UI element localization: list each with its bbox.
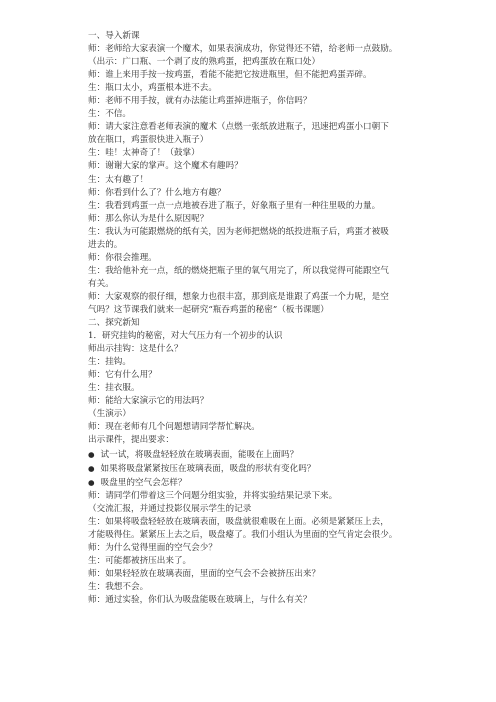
- paragraph-line: 师：老师不用手按，就有办法能让鸡蛋掉进瓶子，你信吗？: [88, 96, 312, 107]
- paragraph-line: 师出示挂钩：这是什么？: [88, 344, 183, 355]
- subsection-heading: 1．研究挂钩的秘密，对大气压力有一个初步的认识: [88, 331, 283, 342]
- section-heading: 一、导入新课: [88, 31, 140, 41]
- paragraph-line: 才能吸得住。紧紧压上去之后，吸盘瘪了。我们小组认为里面的空气肯定会很少。: [88, 529, 398, 540]
- bullet-item: [88, 462, 424, 476]
- bullet-text: 吸盘里的空气会怎样？: [100, 477, 187, 488]
- paragraph-line: 师：请大家注意看老师表演的魔术（点燃一张纸放进瓶子，迅速把鸡蛋小口朝下: [88, 122, 389, 133]
- paragraph-line: 生：我想不会。: [88, 581, 149, 592]
- paragraph-line: 生：挂钩。: [88, 357, 131, 368]
- paragraph-line: （出示：广口瓶、一个剥了皮的熟鸡蛋，把鸡蛋放在瓶口处）: [88, 57, 321, 68]
- paragraph-line: 进去的。: [88, 239, 123, 250]
- paragraph-line: 生：我认为可能跟燃烧的纸有关，因为老师把燃烧的纸投进瓶子后，鸡蛋才被吸: [88, 226, 389, 237]
- paragraph-line: 生：太有趣了！: [88, 174, 149, 185]
- paragraph-line: 师：它有什么用？: [88, 370, 157, 381]
- paragraph-line: 生：我给他补充一点，纸的燃烧把瓶子里的氧气用完了，所以我觉得可能跟空气: [88, 265, 389, 276]
- paragraph-line: （交流汇报，并通过投影仪展示学生的记录: [88, 503, 252, 514]
- paragraph-line: 师：通过实验，你们认为吸盘能吸在玻璃上，与什么有关？: [88, 595, 312, 606]
- paragraph-line: 生：如果将吸盘轻轻放在玻璃表面，吸盘就很难吸在上面。必须是紧紧压上去，: [88, 516, 389, 527]
- paragraph-line: 师：老师给大家表演一个魔术，如果表演成功，你觉得还不错，给老师一点鼓励。: [88, 44, 398, 55]
- paragraph-line: 师：你很会推理。: [88, 252, 157, 263]
- paragraph-line: 生：可能都被挤压出来了。: [88, 555, 192, 566]
- paragraph-line: 生：哇！太神奇了！（鼓掌）: [88, 148, 200, 159]
- paragraph-line: 师：能给大家演示它的用法吗？: [88, 396, 209, 407]
- paragraph-line: 师：请同学们带着这三个问题分组实验，并将实验结果记录下来。: [88, 490, 338, 501]
- paragraph-line: 师：谢谢大家的掌声。这个魔术有趣吗？: [88, 161, 243, 172]
- document-body: [88, 30, 424, 607]
- paragraph-line: 师：那么你认为是什么原因呢？: [88, 213, 209, 224]
- paragraph-line: 气吗？这节课我们就来一起研究“瓶吞鸡蛋的秘密”（板书课题）: [88, 304, 329, 315]
- paragraph-line: 生：挂衣服。: [88, 383, 140, 394]
- paragraph-line: 生：我看到鸡蛋一点一点地被吞进了瓶子，好象瓶子里有一种往里吸的力量。: [88, 200, 381, 211]
- paragraph-line: 有关。: [88, 278, 114, 289]
- paragraph-line: 师：为什么觉得里面的空气会少？: [88, 542, 217, 553]
- paragraph-line: 师：大家观察的很仔细，想象力也很丰富，那到底是谁跟了鸡蛋一个力呢，是空: [88, 291, 389, 302]
- paragraph-line: 师：你看到什么了？什么地方有趣？: [88, 187, 226, 198]
- paragraph-line: 生：不信。: [88, 109, 131, 120]
- paragraph-line: 放在瓶口，鸡蛋很快进入瓶子）: [88, 135, 209, 146]
- paragraph-line: 师：谁上来用手按一按鸡蛋，看能不能把它按进瓶里，但不能把鸡蛋弄碎。: [88, 70, 372, 81]
- bullet-text: 如果将吸盘紧紧按压在玻璃表面，吸盘的形状有变化吗？: [100, 463, 316, 474]
- paragraph-line: 师：现在老师有几个问题想请同学帮忙解决。: [88, 422, 260, 433]
- paragraph-line: 师：如果轻轻放在玻璃表面，里面的空气会不会被挤压出来？: [88, 568, 321, 579]
- bullet-icon: [88, 450, 101, 460]
- paragraph-line: 出示课件，提出要求：: [88, 435, 174, 446]
- bullet-item: [88, 448, 424, 462]
- paragraph-line: 生：瓶口太小，鸡蛋根本进不去。: [88, 83, 217, 94]
- bullet-item: [88, 476, 424, 490]
- bullet-icon: [88, 478, 101, 488]
- paragraph-line: （生演示）: [88, 409, 131, 420]
- section-heading: 二、探究新知: [88, 318, 140, 329]
- bullet-icon: [88, 464, 101, 474]
- bullet-text: 试一试，将吸盘轻轻放在玻璃表面，能吸在上面吗？: [100, 449, 299, 460]
